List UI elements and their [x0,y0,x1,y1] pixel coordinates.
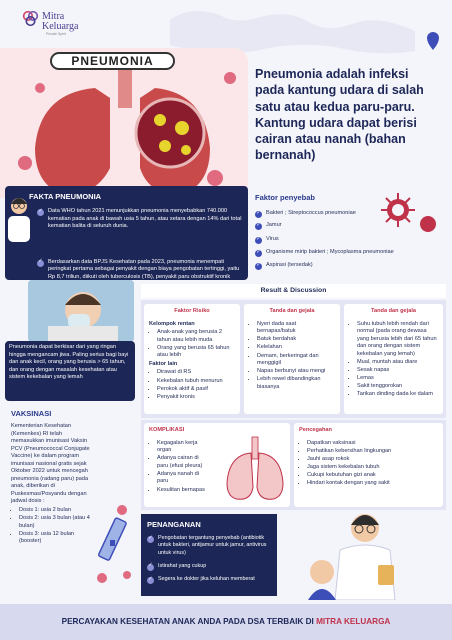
fakta-item: ✓ Data WHO tahun 2021 menunjukkan pneumonia menyebabkan 740.000 kematian pada anak di bawah usia 5 tahun, atau setara dengan 14% dari total kematian balita di seluruh dunia. [37,208,242,231]
footer-banner [0,604,452,640]
result-panel-top [141,300,446,418]
list-item: • Jaga sistem kekebalan tubuh [307,464,438,472]
list-item: • Napas berbunyi atau mengi [257,368,335,376]
check-icon [255,263,262,270]
pencegahan-card [294,423,443,507]
child-nebulizer-illustration [28,280,134,342]
list-item: • Mual, muntah atau diare [357,359,438,367]
list-item: • Perhatikan kebersihan lingkungan [307,448,438,456]
penyebab-item: ✓ Bakteri ; Streptococcus pneumoniae [255,210,356,216]
intro-definition: Pneumonia adalah infeksi pada kantung udara di salah satu atau kedua paru-paru. Kantung udara dapat berisi cairan atau nanah (bahan bernanah) [255,67,424,163]
fakta-panel [5,186,248,280]
gejala-list-2 [349,321,438,399]
list-item: • Penyakit kronis [157,394,235,402]
result-panel-bottom [141,420,446,510]
list-item: • Adanya cairan di paru (efusi pleura) [157,455,211,470]
fakta-item: ✓ Berdasarkan data BPJS Kesehatan pada 2023, pneumonia menempati peringkat pertama sebagai penyakit dengan biaya pengobatan tertinggi, yaitu Rp 8,7 triliun, diikuti oleh tuberculosis (TB), penyakit paru obstruktif kronik [37,259,242,289]
faktor-lain-subtitle: Faktor lain [149,360,178,367]
check-icon [37,260,44,267]
dose-item: • Dosis 2: usia 3 bulan (atau 4 bulan) [19,515,93,530]
brand-name-line2: Keluarga [42,21,79,32]
list-item: • Nyeri dada saat bernapas/batuk [257,321,335,336]
vaksinasi-text: Kementerian Kesehatan (Kemenkes) RI telah memasukkan imunisasi Vaksin PCV (Pneumococcal Conjugate Vaccine) ke dalam program imunisasi nasional gratis sejak Oktober 2022 untuk mencegah pneumonia (radang paru) pada anak, diberikan di Puskesmas/Posyandu dengan jadwal dosis : [11,423,90,505]
check-icon [147,577,154,584]
list-item: • Dirawat di RS [157,369,235,377]
vaksinasi-title: VAKSINASI [11,409,52,418]
list-item: • Sesak napas [357,367,438,375]
list-item: • Kegagalan kerja organ [157,440,211,455]
vaksinasi-doses [11,507,93,546]
list-item: • Demam, berkeringat dan menggigil [257,353,335,368]
penyebab-item: ✓ Organisme mirip bakteri ; Mycoplasma pneumoniae [255,249,394,255]
pencegahan-list [299,440,438,488]
check-icon [37,209,44,216]
faktor-penyebab-title: Faktor penyebab [255,193,316,202]
list-item: • Hindari kontak dengan yang sakit [307,480,438,488]
gejala-title-2: Tanda dan gejala [371,308,416,314]
logo-flower-icon [22,10,39,27]
doctor-illustration [2,194,36,244]
footer-highlight: MITRA KELUARGA [316,617,391,626]
kelompok-rentan-subtitle: Kelompok rentan [149,320,195,327]
virus-decoration-icon [370,188,445,243]
brand-tagline: Private Spirit [46,32,66,36]
gejala-title-1: Tanda dan gejala [269,308,315,314]
dose-item: • Dosis 3: usia 12 bulan (booster) [19,531,93,546]
lungs-icon [224,435,286,501]
fakta-title: FAKTA PNEUMONIA [29,192,102,201]
faktor-lain-list [149,369,235,401]
penanganan-item: ✓ Pengobatan tergantung penyebab (antibiotik untuk bakteri, antijamur untuk jamur, antivirus untuk virus) [147,535,271,557]
list-item: • Anak-anak yang berusia 2 tahun atau lebih muda [157,329,235,344]
child-nebulizer-photo [28,280,134,342]
check-icon [255,211,262,218]
penyebab-item: ✓ Jamur [255,222,282,228]
penyebab-item: ✓ Virus [255,236,279,242]
dose-item: • Dosis 1: usia 2 bulan [19,507,93,515]
check-icon [255,250,262,257]
kelompok-rentan-list [149,329,235,360]
gejala-list-1 [249,321,335,392]
list-item: • Lemas [357,375,438,383]
hero-illustration [0,48,248,198]
penanganan-panel [141,514,277,596]
footer-text: PERCAYAKAN KESEHATAN ANAK ANDA PADA DSA TERBAIK DI MITRA KELUARGA [61,617,391,626]
list-item: • Perokok aktif & pasif [157,386,235,394]
list-item: • Kelelahan [257,344,335,352]
list-item: • Tarikan dinding dada ke dalam [357,391,438,399]
penanganan-item: ✓ Segera ke dokter jika keluhan memberat [147,576,271,583]
list-item: • Adanya nanah di paru [157,471,211,486]
penanganan-item: ✓ Istirahat yang cukup [147,563,271,570]
list-item: • Batuk berdahak [257,336,335,344]
faktor-risiko-title: Faktor Risiko [174,308,210,314]
brand-logo [22,8,112,34]
list-item: • Lebih rewel dibandingkan biasanya [257,376,335,391]
faktor-risiko-card [144,304,240,414]
list-item: • Sakit tenggorokan [357,383,438,391]
result-discussion-title: Result & Discussion [141,284,446,298]
penyebab-item: ✓ Aspirasi (tersedak) [255,262,313,268]
komplikasi-card [144,423,290,507]
komplikasi-title: KOMPLIKASI [149,427,185,433]
gejala-card-2 [344,304,443,414]
check-icon [147,536,154,543]
list-item: • Suhu tubuh lebih rendah dari normal (pada orang dewasa yang berusia lebih dari 65 tahun dan orang dengan sistem kekebalan yang lemah) [357,321,438,359]
list-item: • Dapatkan vaksinasi [307,440,438,448]
hero-title: PNEUMONIA [50,52,175,70]
list-item: • Kekebalan tubuh menurun [157,378,235,386]
pencegahan-title: Pencegahan [299,427,332,433]
list-item: • Orang yang berusia 65 tahun atau lebih [157,345,235,360]
check-icon [147,564,154,571]
lungs-virus-illustration [0,48,248,198]
doctor-child-illustration [290,510,440,600]
gejala-card-1 [244,304,340,414]
list-item: • Kesulitan bernapas [157,487,211,495]
syringe-vaccine-illustration [92,500,137,585]
list-item: • Jauhi asap rokok [307,456,438,464]
severity-note: Pneumonia dapat berkisar dari yang ringan hingga mengancam jiwa. Paling serius bagi bayi dan anak kecil, orang yang berusia > 65 tahun, dan orang dengan masalah kesehatan atau sistem kekebalan yang lemah [5,341,135,401]
list-item: • Cukupi kebutuhan gizi anak [307,472,438,480]
penanganan-title: PENANGANAN [147,520,201,529]
check-icon [255,237,262,244]
komplikasi-list [149,440,211,495]
brand-name-line1: Mitra [42,11,65,22]
check-icon [255,223,262,230]
